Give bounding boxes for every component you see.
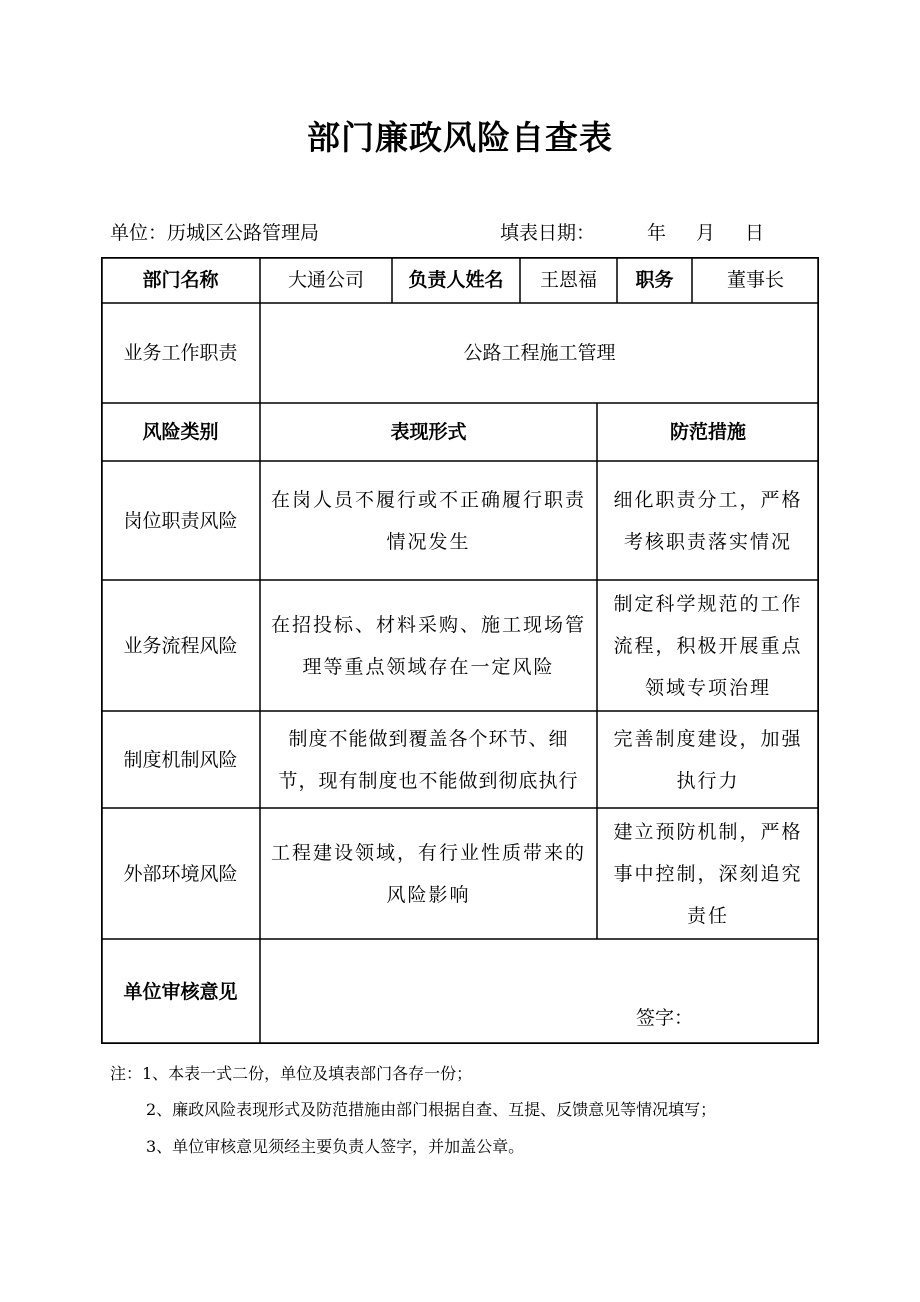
column-header-measures: 防范措施 <box>669 421 746 443</box>
risk-manifestation: 在招投标、材料采购、施工现场管理等重点领域存在一定风险 <box>270 613 586 678</box>
note-line-3: 3、单位审核意见须经主要负责人签字，并加盖公章。 <box>146 1137 525 1156</box>
dept-name-value: 大通公司 <box>287 269 364 291</box>
column-header-manifestation: 表现形式 <box>390 421 467 443</box>
position-value: 董事长 <box>726 269 784 291</box>
dept-name-label: 部门名称 <box>142 269 219 291</box>
date-line <box>500 218 794 245</box>
unit-value: 历城区公路管理局 <box>167 222 320 244</box>
risk-manifestation: 工程建设领域，有行业性质带来的风险影响 <box>270 841 586 906</box>
page-title: 部门廉政风险自查表 <box>307 118 613 157</box>
date-year: 年 <box>647 222 667 244</box>
risk-measures: 建立预防机制，严格事中控制，深刻追究责任 <box>613 820 803 927</box>
date-month: 月 <box>696 222 716 244</box>
risk-category: 制度机制风险 <box>123 748 238 771</box>
leader-name-value: 王恩福 <box>539 269 597 291</box>
risk-manifestation: 在岗人员不履行或不正确履行职责情况发生 <box>270 488 586 553</box>
risk-category: 业务流程风险 <box>123 634 238 657</box>
unit-line <box>110 218 319 245</box>
risk-category: 外部环境风险 <box>123 862 238 885</box>
review-label: 单位审核意见 <box>123 980 238 1003</box>
signature-label: 签字： <box>636 1007 694 1029</box>
note-line-1: 注：1、本表一式二份，单位及填表部门各存一份； <box>110 1064 473 1083</box>
position-label: 职务 <box>635 269 674 291</box>
risk-measures: 制定科学规范的工作流程，积极开展重点领域专项治理 <box>613 592 803 699</box>
column-header-category: 风险类别 <box>142 421 219 443</box>
risk-measures: 完善制度建设，加强执行力 <box>613 727 803 792</box>
risk-manifestation: 制度不能做到覆盖各个环节、细节，现有制度也不能做到彻底执行 <box>278 727 579 792</box>
duty-label: 业务工作职责 <box>123 342 238 364</box>
unit-label: 单位： <box>110 222 168 244</box>
duty-value: 公路工程施工管理 <box>463 342 616 364</box>
date-label: 填表日期： <box>500 222 596 244</box>
risk-measures: 细化职责分工，严格考核职责落实情况 <box>613 488 803 553</box>
self-check-table <box>101 257 819 1044</box>
risk-category: 岗位职责风险 <box>123 509 238 532</box>
leader-name-label: 负责人姓名 <box>408 269 504 291</box>
date-day: 日 <box>745 222 765 244</box>
note-line-2: 2、廉政风险表现形式及防范措施由部门根据自查、互提、反馈意见等情况填写； <box>146 1100 717 1119</box>
